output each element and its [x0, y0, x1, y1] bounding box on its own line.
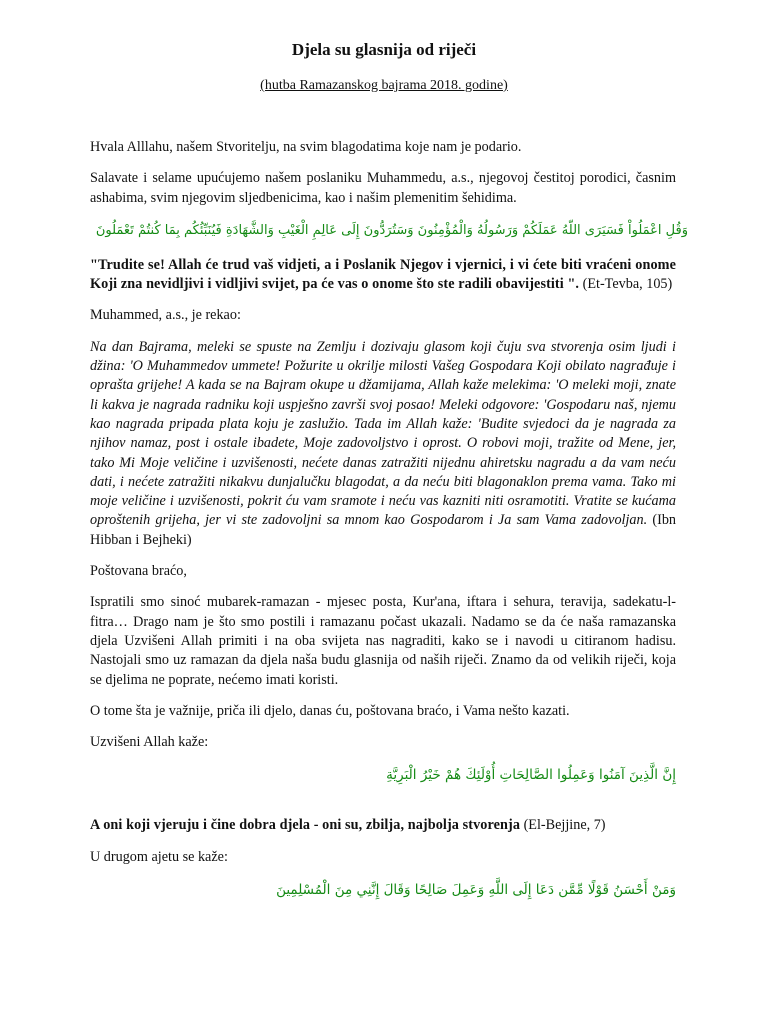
document-title: Djela su glasnija od riječi — [291, 40, 477, 59]
quote-bayyina — [90, 816, 676, 835]
arabic-verse-fussilat: وَمَنْ أَحْسَنُ قَوْلًا مِّمَّن دَعَا إِلَى اللَّهِ وَعَمِلَ صَالِحًا وَقَالَ إِنَّنِي مِنَ الْمُسْلِمِينَ — [276, 882, 676, 899]
paragraph-topic: O tome šta je važnije, priča ili djelo, danas ću, poštovana braćo, i Vama nešto kazati. — [90, 702, 570, 719]
paragraph-another-verse: U drugom ajetu se kaže: — [90, 848, 228, 865]
paragraph-salawat: Salavate i selame upućujemo našem poslaniku Muhammedu, a.s., njegovoj čestitoj porodici, časnim ashabima, svim njegovim sljedbenicima, kao i našim plemenitim šehidima. — [90, 170, 676, 206]
paragraph-allah-says: Uzvišeni Allah kaže: — [90, 734, 209, 751]
paragraph-greeting: Poštovana braćo, — [90, 563, 187, 580]
quote-bayyina-reference: (El-Bejjine, 7) — [523, 817, 606, 834]
hadith-text: Na dan Bajrama, meleki se spuste na Zemlju i dozivaju glasom koji čuju sva stvorenja osim ljudi i džina: 'O Muhammedov ummete! Požurite u okrilje milosti Vašeg Gospodara Koji obilato nagrađuje i oprašta grijehe! A kada se na Bajram okupe u džamijama, Allah kaže melekima: 'O meleki moji, znate li kakva je nagrada radniku koji uspješno završi svoj posao! Meleki odgovore: 'Gospodaru naš, njemu kao nagrada pripada plata koju je zaslužio. Tada im Allah kaže: 'Budite svjedoci da je nagrada za njihov namaz, post i ostale ibadete, Moje zadovoljstvo i oprost. O robovi moji, tražite od Mene, jer, tako Mi Moje veličine i uzvišenosti, nećete danas zatražiti nijednu ahiretsku nagradu a da vam neću dati, i nećete zatražiti nikakvu dunjalučku blagodat, a da neću biti blagonaklon prema vama. Tako mi moje veličine i uzvišenosti, pokrit ću vam sramote i neću vas kazniti niti osramotiti. Vratite se kućama oproštenih grijeha, jer vi ste zadovoljni sa mnom kao Gospodarom i Ja sam Vama zadovoljan. — [90, 338, 676, 529]
document-subtitle: (hutba Ramazanskog bajrama 2018. godine) — [260, 78, 508, 93]
quote-tawba-reference: (Et-Tevba, 105) — [582, 276, 673, 293]
arabic-verse-tawba: وَقُلِ اعْمَلُواْ فَسَيَرَى اللّهُ عَمَلَكُمْ وَرَسُولُهُ وَالْمُؤْمِنُونَ وَسَتُرَدُّونَ إِلَى عَالِمِ الْغَيْبِ وَالشَّهَادَةِ فَيُنَبِّئُكُم بِمَا كُنتُمْ تَعْمَلُونَ — [95, 222, 688, 238]
hadith-reference: (Ibn Hibban i Bejheki) — [90, 512, 677, 548]
paragraph-ramadan: Ispratili smo sinoć mubarek-ramazan - mjesec posta, Kur'ana, iftara i sehura, teravija, sadekatu-l-fitra… Drago nam je što smo postili i ramazanu počast ukazali. Nadamo se da će naša ramazanska djela Uzvišeni Allah primiti i na oba svijeta nas nagraditi, kako se i navodi u citiranom hadisu. Nastojali smo uz ramazan da djela naša budu glasnija od naših riječi. Znamo da od velikih riječi, koja se djelima ne poprate, nećemo imati koristi. — [90, 594, 676, 688]
arabic-verse-bayyina: إِنَّ الَّذِينَ آمَنُوا وَعَمِلُوا الصَّالِحَاتِ أُوْلَئِكَ هُمْ خَيْرُ الْبَرِيَّةِ — [386, 767, 676, 784]
hadith-block — [90, 338, 676, 550]
paragraph-hadith-intro: Muhammed, a.s., je rekao: — [90, 307, 241, 324]
quote-tawba — [90, 256, 676, 295]
quote-bayyina-text: A oni koji vjeruju i čine dobra djela - oni su, zbilja, najbolja stvorenja — [90, 817, 521, 834]
paragraph-praise: Hvala Alllahu, našem Stvoritelju, na svim blagodatima koje nam je podario. — [90, 139, 522, 155]
document-body — [90, 138, 688, 915]
quote-tawba-text: "Trudite se! Allah će trud vaš vidjeti, a i Poslanik Njegov i vjernici, i vi ćete biti vraćeni onome Koji zna nevidljivi i vidljivi svijet, pa će vas o onome što ste radili obavijestiti ". — [90, 256, 676, 293]
